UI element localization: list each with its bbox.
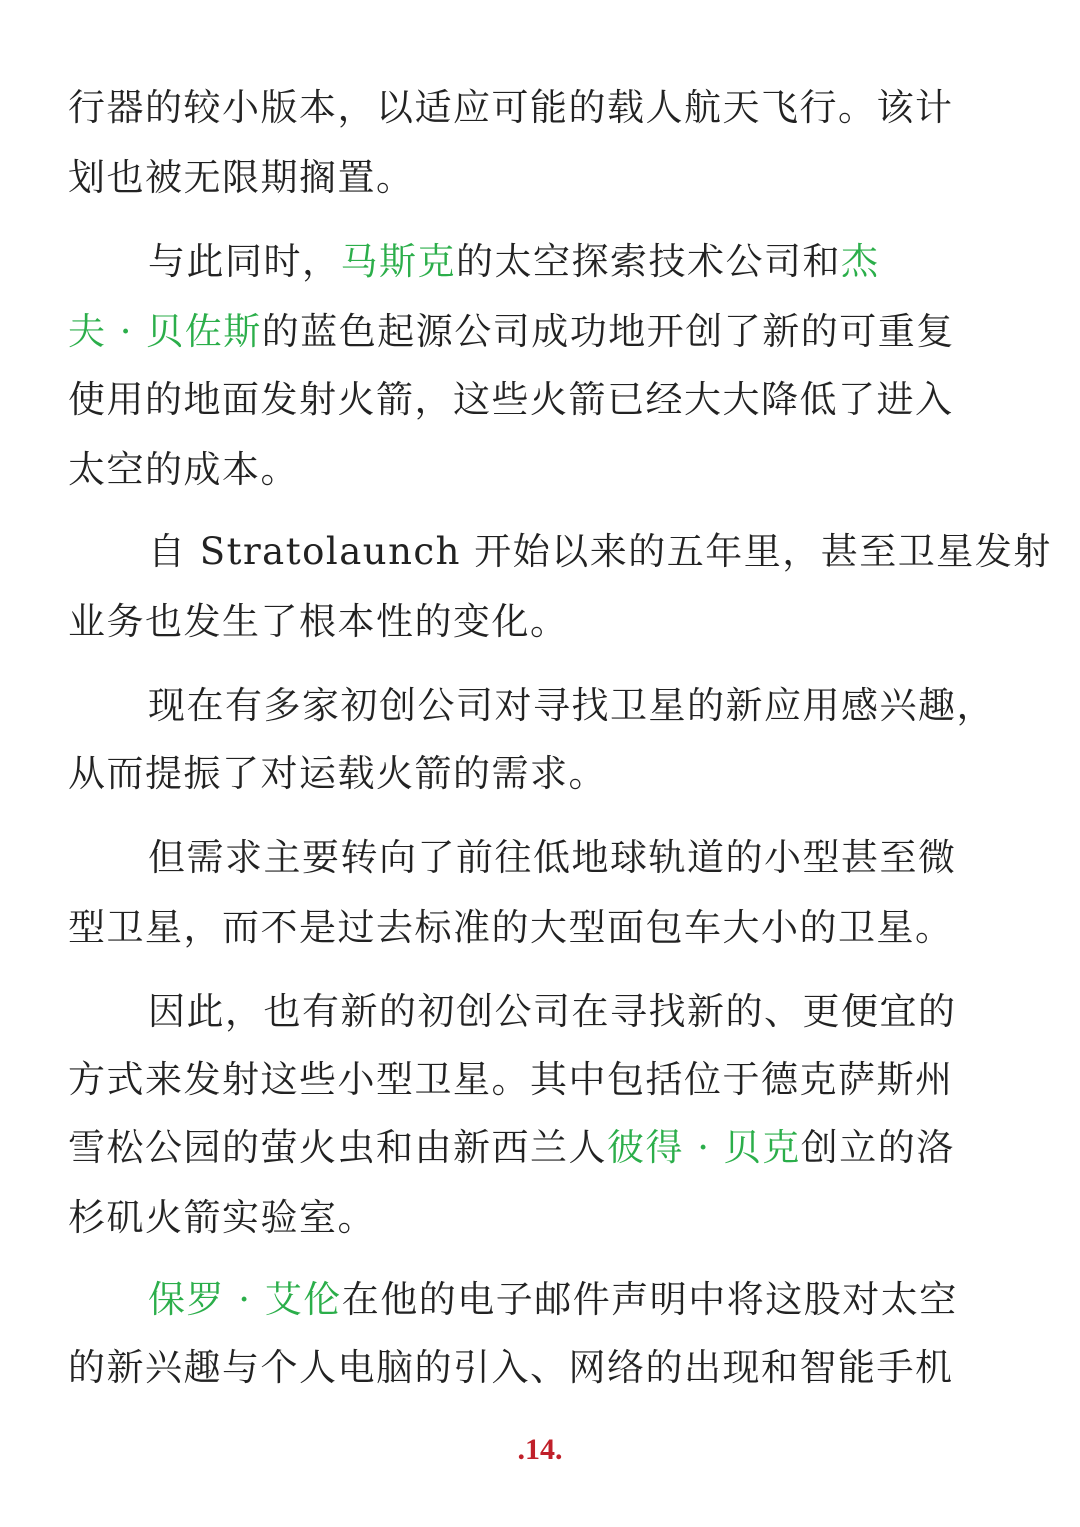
- person-name-paul-allen: 保罗 · 艾伦: [148, 1278, 342, 1321]
- text-run: 因此，也有新的初创公司在寻找新的、更便宜的: [148, 990, 957, 1033]
- text-line: [68, 904, 954, 952]
- text-line: [68, 1344, 954, 1392]
- text-run: 自 Stratolaunch 开始以来的五年里，甚至卫星发射: [148, 530, 1052, 573]
- text-run: 行器的较小版本，以适应可能的载人航天飞行。该计: [68, 86, 954, 129]
- person-name-bezos-part2: 夫 · 贝佐斯: [68, 310, 262, 353]
- text-run: 使用的地面发射火箭，这些火箭已经大大降低了进入: [68, 378, 954, 421]
- text-line: [148, 988, 957, 1036]
- text-line: [148, 528, 1052, 576]
- text-run: 的蓝色起源公司成功地开创了新的可重复: [261, 310, 955, 353]
- person-name-musk: 马斯克: [340, 240, 456, 283]
- page-number: .14.: [517, 1433, 563, 1466]
- text-run: 的太空探索技术公司和: [456, 240, 841, 283]
- text-run: 在他的电子邮件声明中将这股对太空: [341, 1278, 958, 1321]
- person-name-peter-beck: 彼得 · 贝克: [607, 1126, 801, 1169]
- text-line: [148, 1276, 958, 1324]
- text-line: [68, 1124, 955, 1172]
- text-line: [68, 750, 607, 798]
- text-run: 划也被无限期搁置。: [68, 156, 415, 199]
- text-line: [68, 446, 299, 494]
- text-line: [68, 598, 569, 646]
- text-run: 杉矶火箭实验室。: [68, 1196, 376, 1239]
- text-run: 方式来发射这些小型卫星。其中包括位于德克萨斯州: [68, 1058, 954, 1101]
- text-line: [68, 84, 954, 132]
- text-line: [68, 154, 415, 202]
- text-line: [148, 834, 957, 882]
- text-run: 从而提振了对运载火箭的需求。: [68, 752, 607, 795]
- text-run: 型卫星，而不是过去标准的大型面包车大小的卫星。: [68, 906, 954, 949]
- text-line: [68, 376, 954, 424]
- text-line: [68, 308, 955, 356]
- text-line: [148, 238, 880, 286]
- person-name-bezos-part1: 杰: [841, 240, 880, 283]
- text-run: 雪松公园的萤火虫和由新西兰人: [68, 1126, 607, 1169]
- text-line: [68, 1056, 954, 1104]
- text-run: 现在有多家初创公司对寻找卫星的新应用感兴趣，: [148, 684, 995, 727]
- text-run: 业务也发生了根本性的变化。: [68, 600, 569, 643]
- text-line: [148, 682, 995, 730]
- text-line: [68, 1194, 376, 1242]
- text-run: 太空的成本。: [68, 448, 299, 491]
- text-run: 的新兴趣与个人电脑的引入、网络的出现和智能手机: [68, 1346, 954, 1389]
- text-run: 创立的洛: [800, 1126, 955, 1169]
- text-run: 与此同时，: [148, 240, 341, 283]
- text-run: 但需求主要转向了前往低地球轨道的小型甚至微: [148, 836, 957, 879]
